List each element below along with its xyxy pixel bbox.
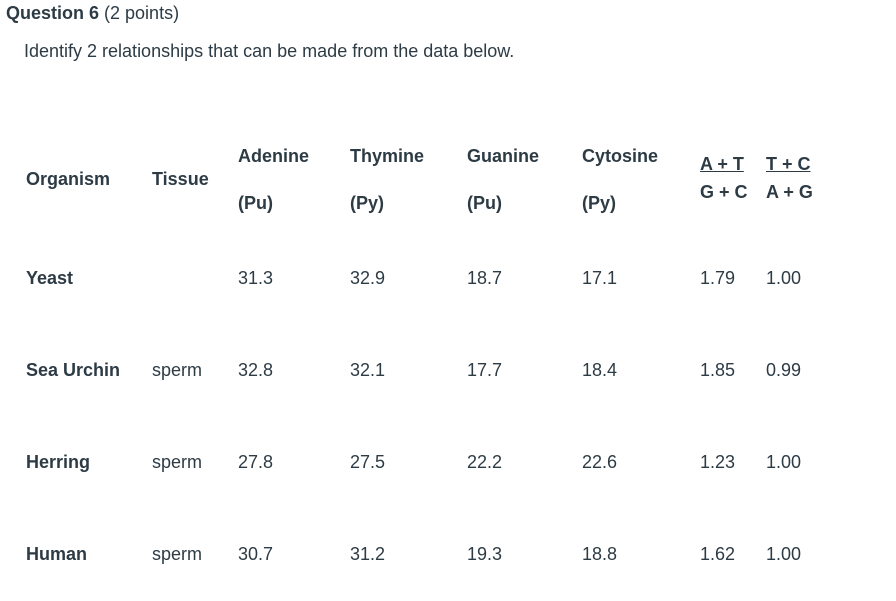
header-ratio2-denominator: A + G — [766, 182, 813, 202]
row-sea-urchin-ratio1: 1.85 — [700, 360, 736, 380]
row-sea-urchin-cytosine: 18.4 — [582, 360, 618, 380]
row-herring-guanine: 22.2 — [467, 452, 503, 472]
header-ratio1-numerator: A + T — [700, 154, 744, 174]
row-human-adenine: 30.7 — [238, 544, 274, 564]
header-thymine: Thymine — [350, 146, 425, 166]
row-sea-urchin-thymine: 32.1 — [350, 360, 386, 380]
row-herring-adenine: 27.8 — [238, 452, 274, 472]
row-sea-urchin-ratio2: 0.99 — [766, 360, 802, 380]
header-guanine: Guanine — [467, 146, 540, 166]
row-human-thymine: 31.2 — [350, 544, 386, 564]
row-sea-urchin-tissue: sperm — [152, 360, 203, 380]
question-title: Question 6 — [6, 3, 100, 23]
row-herring-tissue: sperm — [152, 452, 203, 472]
question-points: (2 points) — [104, 3, 180, 23]
header-guanine-sub: (Pu) — [467, 193, 502, 213]
row-yeast-ratio2: 1.00 — [766, 268, 802, 288]
header-tissue: Tissue — [152, 169, 209, 189]
header-cytosine-sub: (Py) — [582, 193, 617, 213]
row-human-organism: Human — [26, 544, 88, 564]
row-sea-urchin-adenine: 32.8 — [238, 360, 274, 380]
row-human-ratio1: 1.62 — [700, 544, 736, 564]
row-human-cytosine: 18.8 — [582, 544, 618, 564]
row-herring-thymine: 27.5 — [350, 452, 386, 472]
header-ratio2-numerator: T + C — [766, 154, 811, 174]
row-sea-urchin-organism: Sea Urchin — [26, 360, 121, 380]
row-herring-organism: Herring — [26, 452, 91, 472]
row-yeast-adenine: 31.3 — [238, 268, 274, 288]
row-human-tissue: sperm — [152, 544, 203, 564]
row-herring-ratio1: 1.23 — [700, 452, 736, 472]
header-ratio1-denominator: G + C — [700, 182, 748, 202]
row-yeast-ratio1: 1.79 — [700, 268, 736, 288]
row-human-ratio2: 1.00 — [766, 544, 802, 564]
header-thymine-sub: (Py) — [350, 193, 385, 213]
row-herring-ratio2: 1.00 — [766, 452, 802, 472]
row-yeast-thymine: 32.9 — [350, 268, 386, 288]
question-prompt: Identify 2 relationships that can be made from the data below. — [24, 41, 515, 61]
row-yeast-organism: Yeast — [26, 268, 74, 288]
header-adenine: Adenine — [238, 146, 310, 166]
row-human-guanine: 19.3 — [467, 544, 503, 564]
question-header — [6, 3, 179, 24]
row-sea-urchin-guanine: 17.7 — [467, 360, 503, 380]
row-yeast-cytosine: 17.1 — [582, 268, 618, 288]
header-organism: Organism — [26, 169, 111, 189]
row-yeast-guanine: 18.7 — [467, 268, 503, 288]
header-cytosine: Cytosine — [582, 146, 659, 166]
header-adenine-sub: (Pu) — [238, 193, 273, 213]
row-herring-cytosine: 22.6 — [582, 452, 618, 472]
